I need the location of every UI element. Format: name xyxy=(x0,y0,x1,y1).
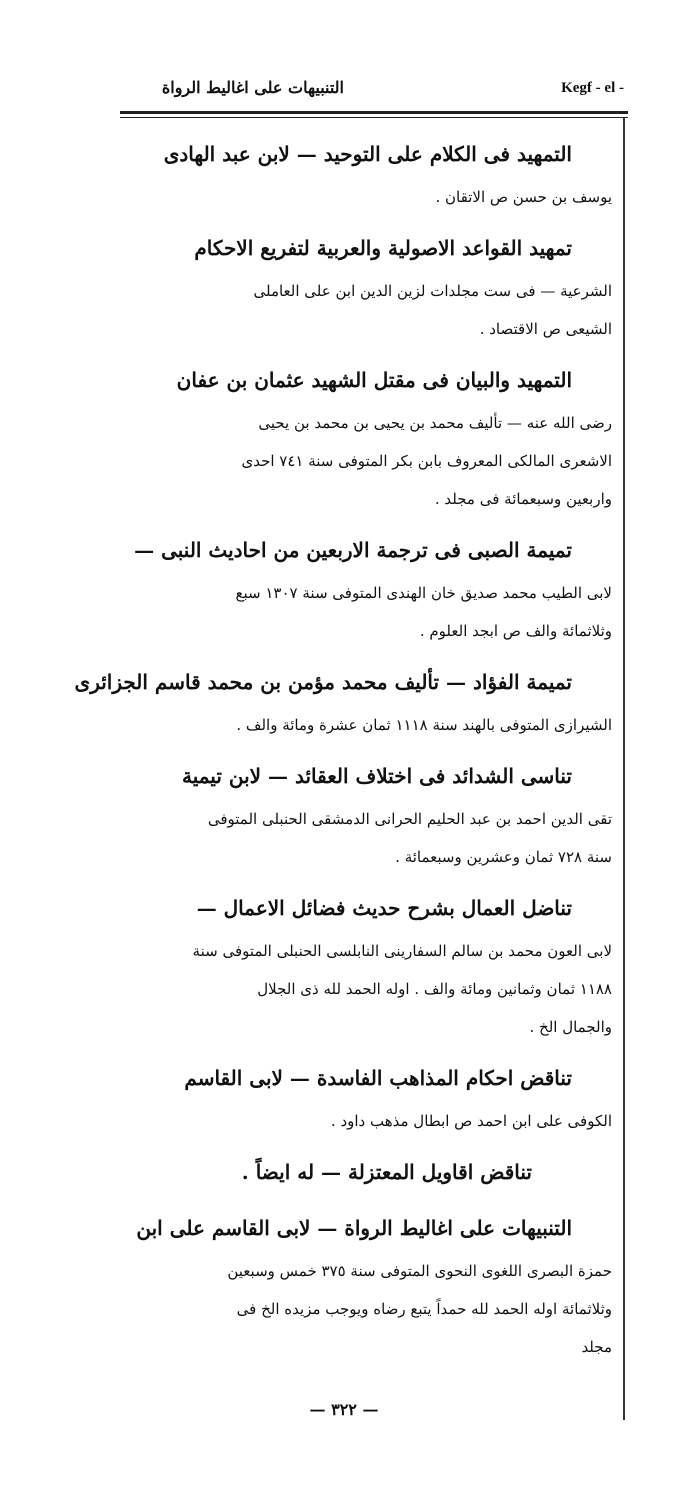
entry-body-line: لابى العون محمد بن سالم السفارينى النابلسى الحنبلى المتوفى سنة xyxy=(192,942,612,960)
header-rule-thick xyxy=(120,111,628,114)
entry-title-line: تمهيد القواعد الاصولية والعربية لتفريع الاحكام xyxy=(194,236,572,260)
entry-body-line: رضى الله عنه — تأليف محمد بن يحيى بن محمد بن يحيى xyxy=(258,414,612,432)
entry-body-line: والجمال الخ . xyxy=(529,1018,612,1036)
header-rule-thin xyxy=(120,117,628,118)
margin-rule xyxy=(623,118,625,1420)
entry-body-line: وثلاثمائة اوله الحمد لله حمداً يتبع رضاه ويوجب مزيده الخ فى xyxy=(236,1300,612,1318)
entry-body-line: الاشعرى المالكى المعروف بابن بكر المتوفى سنة ٧٤١ احدى xyxy=(241,452,612,470)
bibliography-entry xyxy=(74,658,612,744)
entry-body-line: سنة ٧٢٨ ثمان وعشرين وسبعمائة . xyxy=(395,848,612,866)
entry-title-line: تميمة الفؤاد — تأليف محمد مؤمن بن محمد قاسم الجزائرى xyxy=(74,670,572,694)
page-number: — ٣٢٢ — xyxy=(309,1400,379,1419)
entry-title-line: التنبيهات على اغاليط الرواة — لابى القاسم على ابن xyxy=(136,1216,572,1240)
bibliography-entry xyxy=(142,130,612,216)
entry-title-line: تميمة الصبى فى ترجمة الاربعين من احاديث النبى — xyxy=(134,538,572,562)
entry-body-line: تقى الدين احمد بن عبد الحليم الحرانى الدمشقى الحنبلى المتوفى xyxy=(207,810,612,828)
bibliography-entry xyxy=(136,1204,612,1366)
entry-body-line: الشيرازى المتوفى بالهند سنة ١١١٨ ثمان عشرة ومائة والف . xyxy=(236,716,612,734)
header-title: التنبيهات على اغاليط الرواة xyxy=(161,78,344,97)
entries-list xyxy=(74,130,612,1388)
entry-title-line: تناقض احكام المذاهب الفاسدة — لابى القاسم xyxy=(184,1066,572,1090)
entry-title-line: تناقض اقاويل المعتزلة — له ايضاً . xyxy=(241,1160,532,1184)
entry-body-line: ١١٨٨ ثمان وثمانين ومائة والف . اوله الحمد لله ذى الجلال xyxy=(257,980,612,998)
entry-body-line: الكوفى على ابن احمد ص ابطال مذهب داود . xyxy=(330,1112,612,1130)
entry-title-line: تناسى الشدائد فى اختلاف العقائد — لابن تيمية xyxy=(181,764,572,788)
entry-body-line: واربعين وسبعمائة فى مجلد . xyxy=(434,490,612,508)
entry-body-line: حمزة البصرى اللغوى النحوى المتوفى سنة ٣٧٥ خمس وسبعين xyxy=(227,1262,612,1280)
bibliography-entry xyxy=(142,884,612,1046)
bibliography-entry xyxy=(134,526,612,650)
entry-body-line: لابى الطيب محمد صديق خان الهندى المتوفى سنة ١٣٠٧ سبع xyxy=(235,584,612,602)
entry-body-line: وثلاثمائة والف ص ابجد العلوم . xyxy=(419,622,612,640)
bibliography-entry xyxy=(142,752,612,876)
header-latin-label: Kegf - el - xyxy=(561,80,624,96)
entry-title-line: التمهيد فى الكلام على التوحيد — لابن عبد الهادى xyxy=(163,142,572,166)
entry-body-line: يوسف بن حسن ص الاتقان . xyxy=(435,188,612,206)
entry-body-line: مجلد xyxy=(581,1338,612,1356)
running-header xyxy=(120,78,624,106)
entry-body-line: الشيعى ص الاقتصاد . xyxy=(479,320,612,338)
bibliography-entry xyxy=(142,356,612,518)
entry-title-line: التمهيد والبيان فى مقتل الشهيد عثمان بن عفان xyxy=(176,368,572,392)
entry-title-line: تناضل العمال بشرح حديث فضائل الاعمال — xyxy=(196,896,572,920)
bibliography-entry xyxy=(142,1148,612,1196)
bibliography-entry xyxy=(142,224,612,348)
bibliography-entry xyxy=(142,1054,612,1140)
entry-body-line: الشرعية — فى ست مجلدات لزين الدين ابن على العاملى xyxy=(253,282,612,300)
